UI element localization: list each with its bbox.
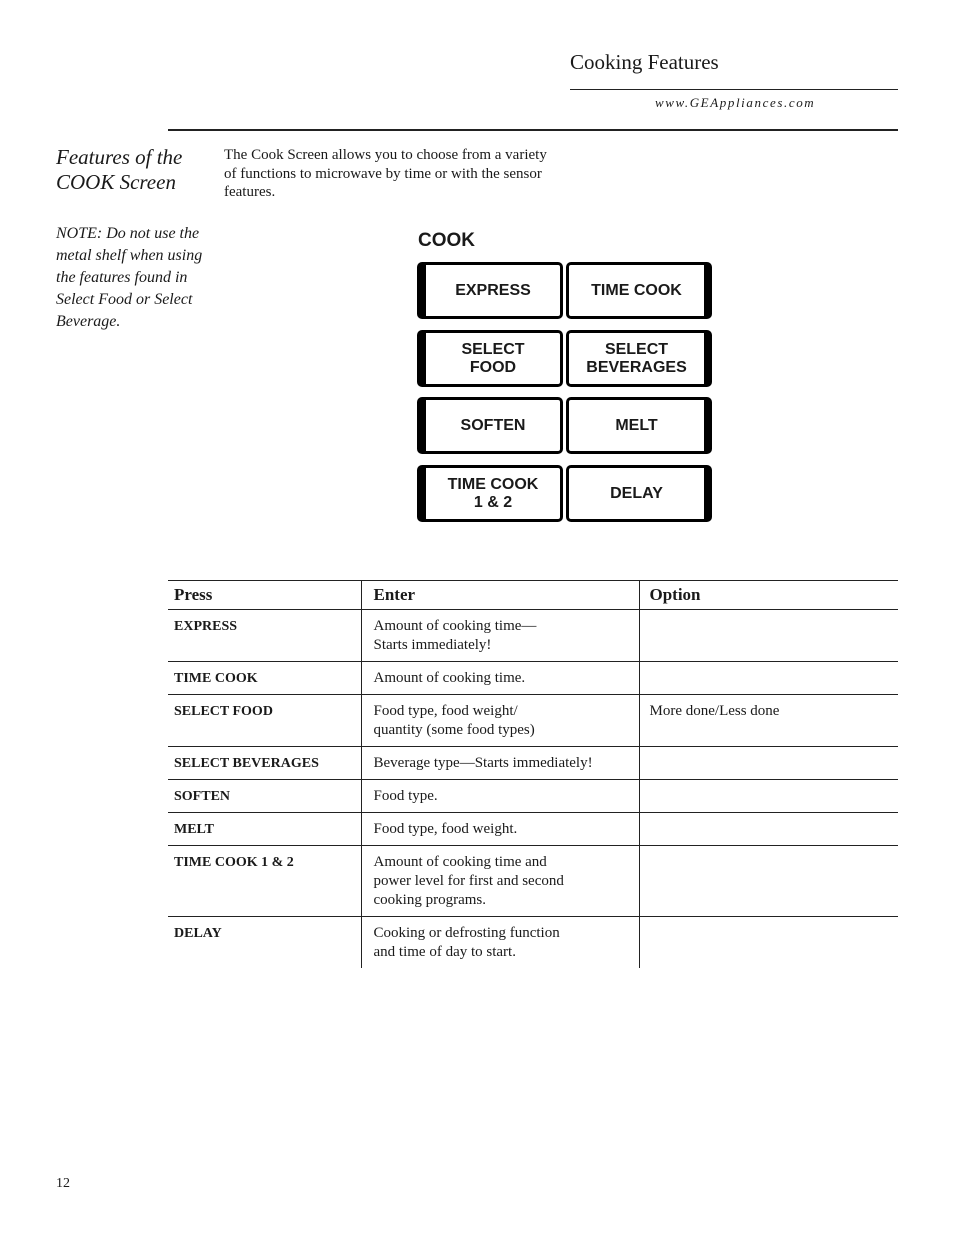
page-number: 12	[56, 1176, 70, 1191]
press-cell: EXPRESS	[168, 610, 361, 662]
table-row	[168, 917, 898, 969]
time-cook-button[interactable]: TIME COOK	[566, 262, 712, 319]
time-cook-1-2-button[interactable]: TIME COOK 1 & 2	[417, 465, 563, 522]
option-cell	[639, 662, 898, 695]
features-table	[168, 580, 898, 968]
press-column-header: Press	[168, 581, 361, 610]
table-row	[168, 846, 898, 917]
table-header-row	[168, 581, 898, 610]
table-row	[168, 813, 898, 846]
table-row	[168, 780, 898, 813]
option-cell	[639, 747, 898, 780]
cook-screen-label: COOK	[418, 230, 475, 251]
express-button[interactable]: EXPRESS	[417, 262, 563, 319]
intro-paragraph: The Cook Screen allows you to choose from a variety of functions to microwave by time or with the sensor features.	[224, 147, 547, 200]
section-divider	[168, 129, 898, 131]
enter-cell: Food type.	[361, 780, 639, 813]
option-cell	[639, 780, 898, 813]
website-url: www.GEAppliances.com	[655, 95, 816, 110]
shelf-note: NOTE: Do not use the metal shelf when using the features found in Select Food or Select Beverage.	[56, 225, 203, 330]
press-cell: TIME COOK	[168, 662, 361, 695]
press-cell: TIME COOK 1 & 2	[168, 846, 361, 917]
press-cell: DELAY	[174, 926, 222, 941]
select-beverages-button[interactable]: SELECT BEVERAGES	[566, 330, 712, 387]
option-cell	[639, 917, 898, 969]
press-cell: SELECT BEVERAGES	[168, 747, 361, 780]
section-title: Cooking Features	[570, 50, 719, 74]
enter-cell: Amount of cooking time and power level for first and second cooking programs.	[361, 846, 639, 917]
enter-cell: Cooking or defrosting function and time of day to start.	[361, 917, 639, 969]
option-cell	[639, 813, 898, 846]
melt-button[interactable]: MELT	[566, 397, 712, 454]
select-food-button[interactable]: SELECT FOOD	[417, 330, 563, 387]
delay-button[interactable]: DELAY	[566, 465, 712, 522]
enter-cell: Food type, food weight.	[361, 813, 639, 846]
table-row	[168, 610, 898, 662]
option-cell	[639, 846, 898, 917]
option-column-header: Option	[639, 581, 898, 610]
table-row	[168, 747, 898, 780]
header-rule	[570, 89, 898, 90]
press-cell: MELT	[168, 813, 361, 846]
enter-cell: Amount of cooking time— Starts immediately!	[361, 610, 639, 662]
table-row	[168, 695, 898, 747]
enter-cell: Beverage type—Starts immediately!	[361, 747, 639, 780]
soften-button[interactable]: SOFTEN	[417, 397, 563, 454]
press-cell: SELECT FOOD	[168, 695, 361, 747]
enter-column-header: Enter	[361, 581, 639, 610]
option-cell	[639, 610, 898, 662]
enter-cell: Food type, food weight/ quantity (some food types)	[361, 695, 639, 747]
table-row	[168, 662, 898, 695]
option-cell: More done/Less done	[639, 695, 898, 747]
feature-heading: Features of the COOK Screen	[56, 145, 183, 194]
press-cell: SOFTEN	[168, 780, 361, 813]
enter-cell: Amount of cooking time.	[361, 662, 639, 695]
